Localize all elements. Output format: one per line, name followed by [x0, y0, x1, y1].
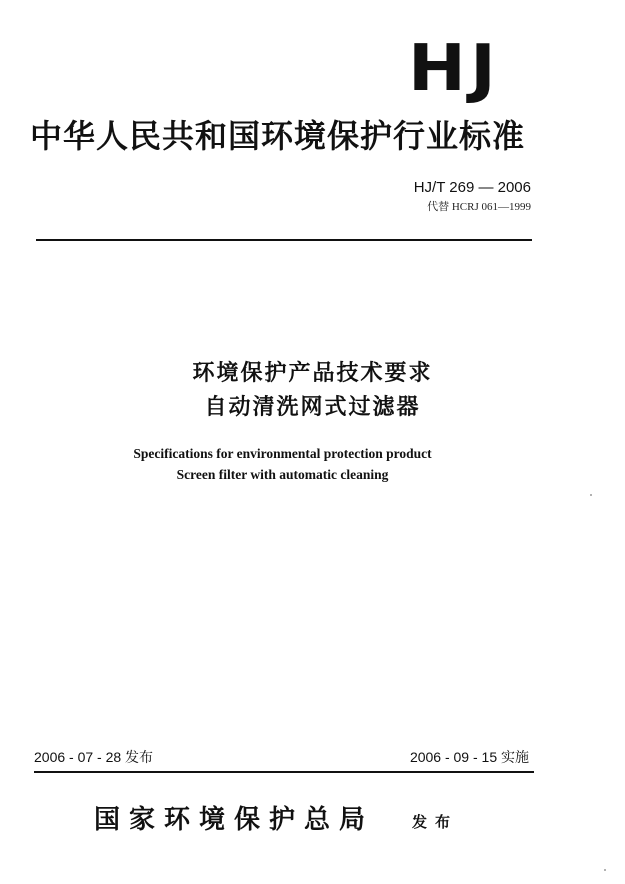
- replaced-standard: 代替 HCRJ 061—1999: [427, 201, 531, 213]
- title-english-line-1: Specifications for environmental protection product: [133, 446, 432, 461]
- scan-speck: [590, 494, 592, 496]
- issue-date: 2006 - 07 - 28 发布: [34, 749, 154, 765]
- title-english-line-2: Screen filter with automatic cleaning: [176, 467, 389, 482]
- title-chinese-line-1: 环境保护产品技术要求: [192, 361, 433, 386]
- hj-logo: HJ: [408, 32, 501, 106]
- effective-date: 2006 - 09 - 15 实施: [409, 749, 529, 765]
- issue-label: 发布: [412, 813, 459, 831]
- scan-speck: [604, 869, 606, 871]
- organization-title: 中华人民共和国环境保护行业标准: [30, 117, 526, 155]
- header-divider: [36, 239, 532, 241]
- footer-divider: [34, 771, 534, 773]
- issuing-authority: 国家环境保护总局: [94, 805, 375, 835]
- title-chinese-line-2: 自动清洗网式过滤器: [204, 395, 421, 420]
- standard-number: HJ/T 269 — 2006: [413, 179, 531, 196]
